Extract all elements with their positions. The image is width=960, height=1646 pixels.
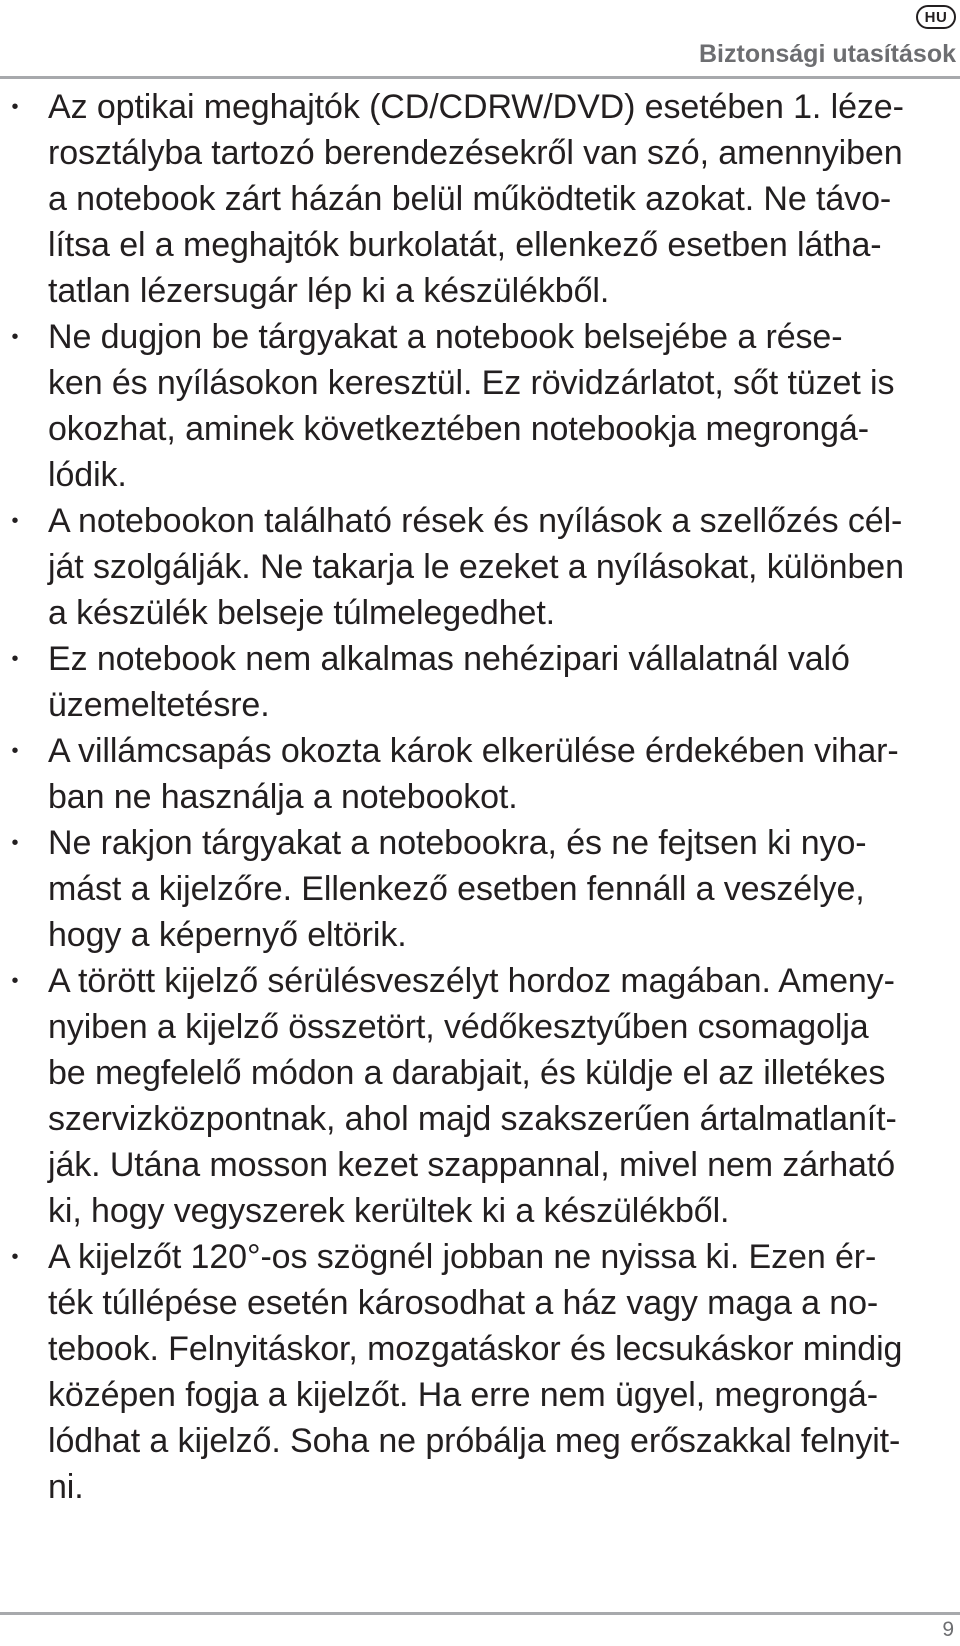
section-title: Biztonsági utasítások — [699, 40, 956, 68]
bullet-dot-icon: • — [11, 96, 19, 118]
bullet-text-line: lítsa el a meghajtók burkolatát, ellenkező esetben látha- — [48, 226, 882, 264]
bullet-dot-icon: • — [11, 648, 19, 670]
bullet-text-line: a készülék belseje túlmelegedhet. — [48, 594, 556, 632]
bullet-text-line: tatlan lézersugár lép ki a készülékből. — [48, 272, 610, 310]
bullet-item — [0, 314, 960, 498]
bullet-item — [0, 84, 960, 314]
bullet-text-line: A törött kijelző sérülésveszélyt hordoz magában. Ameny- — [48, 962, 895, 1000]
bullet-item — [0, 958, 960, 1234]
bullet-item — [0, 636, 960, 728]
bullet-text-line: ki, hogy vegyszerek kerültek ki a készülékből. — [48, 1192, 730, 1230]
bullet-text-line: A kijelzőt 120°-os szögnél jobban ne nyissa ki. Ezen ér- — [48, 1238, 877, 1276]
footer-divider — [0, 1612, 960, 1615]
bullet-text-line: rosztályba tartozó berendezésekről van szó, amennyiben — [48, 134, 903, 172]
bullet-text-line: A notebookon található rések és nyílások a szellőzés cél- — [48, 502, 903, 540]
bullet-text-line: szervizközpontnak, ahol majd szakszerűen ártalmatlanít- — [48, 1100, 897, 1138]
bullet-text-line: középen fogja a kijelzőt. Ha erre nem ügyel, megrongá- — [48, 1376, 878, 1414]
bullet-text-line: ját szolgálják. Ne takarja le ezeket a nyílásokat, különben — [48, 548, 904, 586]
bullet-dot-icon: • — [11, 326, 19, 348]
bullet-text-line: Az optikai meghajtók (CD/CDRW/DVD) esetében 1. léze- — [48, 88, 904, 126]
bullet-text-line: tebook. Felnyitáskor, mozgatáskor és lecsukáskor mindig — [48, 1330, 903, 1368]
bullet-dot-icon: • — [11, 740, 19, 762]
bullet-item — [0, 498, 960, 636]
language-badge: HU — [916, 5, 956, 29]
bullet-text-line: Ne dugjon be tárgyakat a notebook belsejébe a rése- — [48, 318, 843, 356]
bullet-dot-icon: • — [11, 970, 19, 992]
bullet-item — [0, 728, 960, 820]
bullet-text-line: ban ne használja a notebookot. — [48, 778, 518, 816]
bullet-text-line: A villámcsapás okozta károk elkerülése érdekében vihar- — [48, 732, 899, 770]
safety-instructions-list — [0, 84, 960, 1510]
bullet-text-line: Ez notebook nem alkalmas nehézipari vállalatnál való — [48, 640, 850, 678]
bullet-text-line: ken és nyílásokon keresztül. Ez rövidzárlatot, sőt tüzet is — [48, 364, 895, 402]
bullet-text-line: a notebook zárt házán belül működtetik azokat. Ne távo- — [48, 180, 892, 218]
bullet-item — [0, 1234, 960, 1510]
bullet-text-line: ni. — [48, 1468, 84, 1506]
bullet-text-line: mást a kijelzőre. Ellenkező esetben fennáll a veszélye, — [48, 870, 865, 908]
bullet-dot-icon: • — [11, 832, 19, 854]
bullet-text-line: lódik. — [48, 456, 127, 494]
page-number: 9 — [942, 1618, 954, 1641]
bullet-dot-icon: • — [11, 510, 19, 532]
bullet-text-line: üzemeltetésre. — [48, 686, 270, 724]
bullet-text-line: okozhat, aminek következtében notebookja megrongá- — [48, 410, 869, 448]
bullet-text-line: ják. Utána mosson kezet szappannal, mivel nem zárható — [48, 1146, 896, 1184]
bullet-item — [0, 820, 960, 958]
bullet-dot-icon: • — [11, 1246, 19, 1268]
bullet-text-line: hogy a képernyő eltörik. — [48, 916, 407, 954]
header-divider — [0, 76, 960, 79]
bullet-text-line: nyiben a kijelző összetört, védőkesztyűben csomagolja — [48, 1008, 869, 1046]
bullet-text-line: be megfelelő módon a darabjait, és küldje el az illetékes — [48, 1054, 886, 1092]
bullet-text-line: ték túllépése esetén károsodhat a ház vagy maga a no- — [48, 1284, 879, 1322]
bullet-text-line: Ne rakjon tárgyakat a notebookra, és ne fejtsen ki nyo- — [48, 824, 867, 862]
bullet-text-line: lódhat a kijelző. Soha ne próbálja meg erőszakkal felnyit- — [48, 1422, 901, 1460]
